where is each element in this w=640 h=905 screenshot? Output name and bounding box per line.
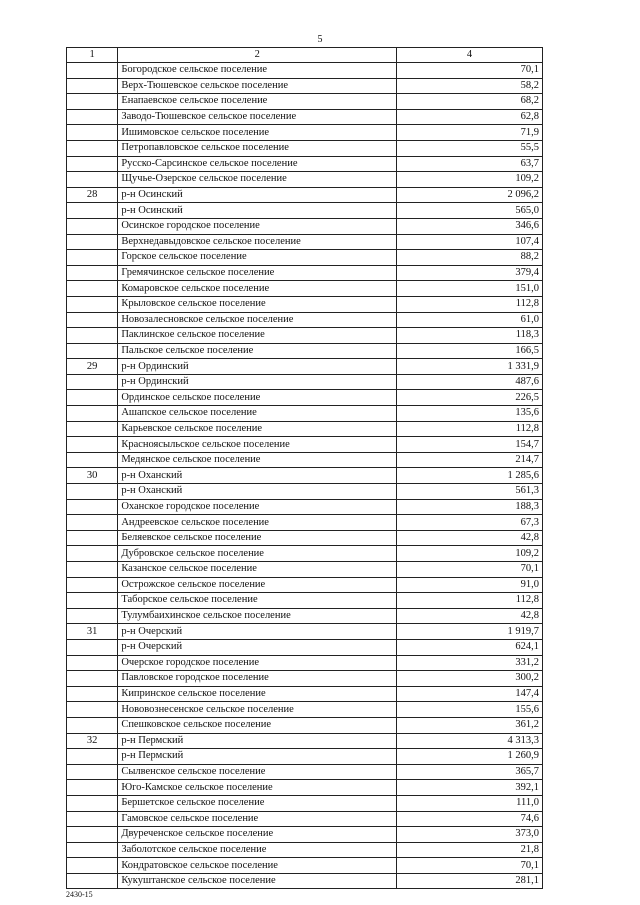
row-name-cell: Беляевское сельское поселение [118, 530, 397, 546]
table-row [67, 686, 543, 702]
row-number-cell [67, 437, 118, 453]
table-row [67, 390, 543, 406]
row-name-cell: Комаровское сельское поселение [118, 281, 397, 297]
row-name-cell: Заводо-Тюшевское сельское поселение [118, 109, 397, 125]
row-number-cell [67, 873, 118, 889]
row-number-cell [67, 140, 118, 156]
row-number-cell: 31 [67, 624, 118, 640]
row-number-cell [67, 125, 118, 141]
row-value-cell: 281,1 [397, 873, 543, 889]
row-name-cell: Карьевское сельское поселение [118, 421, 397, 437]
row-value-cell: 42,8 [397, 608, 543, 624]
row-number-cell [67, 250, 118, 266]
row-number-cell [67, 515, 118, 531]
table-row [67, 406, 543, 422]
row-number-cell [67, 842, 118, 858]
row-name-cell: р-н Пермский [118, 749, 397, 765]
row-value-cell: 392,1 [397, 780, 543, 796]
row-value-cell: 118,3 [397, 328, 543, 344]
table-row [67, 499, 543, 515]
row-value-cell: 147,4 [397, 686, 543, 702]
row-value-cell: 565,0 [397, 203, 543, 219]
table-row [67, 577, 543, 593]
row-value-cell: 373,0 [397, 827, 543, 843]
table-row [67, 811, 543, 827]
row-value-cell: 63,7 [397, 156, 543, 172]
row-name-cell: Щучье-Озерское сельское поселение [118, 172, 397, 188]
row-name-cell: Осинское городское поселение [118, 218, 397, 234]
row-number-cell [67, 608, 118, 624]
header-col-2: 2 [118, 48, 397, 63]
row-number-cell [67, 328, 118, 344]
table-row [67, 234, 543, 250]
table-row [67, 250, 543, 266]
row-name-cell: Очерское городское поселение [118, 655, 397, 671]
row-value-cell: 365,7 [397, 764, 543, 780]
row-name-cell: Павловское городское поселение [118, 671, 397, 687]
row-value-cell: 88,2 [397, 250, 543, 266]
row-name-cell: Юго-Камское сельское поселение [118, 780, 397, 796]
row-name-cell: Заболотское сельское поселение [118, 842, 397, 858]
table-row [67, 452, 543, 468]
row-value-cell: 624,1 [397, 639, 543, 655]
row-value-cell: 111,0 [397, 795, 543, 811]
row-number-cell [67, 203, 118, 219]
row-name-cell: р-н Очерский [118, 639, 397, 655]
table-row [67, 655, 543, 671]
table-row [67, 218, 543, 234]
row-value-cell: 68,2 [397, 94, 543, 110]
row-value-cell: 71,9 [397, 125, 543, 141]
row-number-cell [67, 858, 118, 874]
table-row [67, 203, 543, 219]
table-row [67, 109, 543, 125]
row-number-cell: 32 [67, 733, 118, 749]
row-name-cell: Ашапское сельское поселение [118, 406, 397, 422]
table-row [67, 78, 543, 94]
row-number-cell [67, 296, 118, 312]
table-row [67, 749, 543, 765]
row-value-cell: 379,4 [397, 265, 543, 281]
table-row [67, 312, 543, 328]
row-number-cell [67, 499, 118, 515]
row-value-cell: 70,1 [397, 562, 543, 578]
row-number-cell [67, 593, 118, 609]
row-name-cell: Верх-Тюшевское сельское поселение [118, 78, 397, 94]
row-number-cell [67, 421, 118, 437]
row-number-cell [67, 764, 118, 780]
table-row [67, 842, 543, 858]
row-name-cell: Гремячинское сельское поселение [118, 265, 397, 281]
row-name-cell: Енапаевское сельское поселение [118, 94, 397, 110]
row-value-cell: 155,6 [397, 702, 543, 718]
row-number-cell [67, 406, 118, 422]
budget-table [66, 47, 543, 889]
page-number: 5 [317, 34, 323, 45]
row-name-cell: Красноясыльское сельское поселение [118, 437, 397, 453]
table-row [67, 764, 543, 780]
row-name-cell: р-н Пермский [118, 733, 397, 749]
row-value-cell: 331,2 [397, 655, 543, 671]
row-name-cell: Нововознесенское сельское поселение [118, 702, 397, 718]
table-row [67, 265, 543, 281]
row-name-cell: Новозалесновское сельское поселение [118, 312, 397, 328]
row-name-cell: Крыловское сельское поселение [118, 296, 397, 312]
row-number-cell [67, 109, 118, 125]
table-row [67, 702, 543, 718]
row-number-cell [67, 265, 118, 281]
row-value-cell: 226,5 [397, 390, 543, 406]
table-row [67, 468, 543, 484]
table-row [67, 156, 543, 172]
table-row [67, 140, 543, 156]
table-row [67, 437, 543, 453]
table-row [67, 624, 543, 640]
row-value-cell: 361,2 [397, 717, 543, 733]
table-row [67, 827, 543, 843]
row-name-cell: Сылвенское сельское поселение [118, 764, 397, 780]
row-number-cell [67, 312, 118, 328]
row-number-cell [67, 530, 118, 546]
row-value-cell: 67,3 [397, 515, 543, 531]
row-name-cell: р-н Ординский [118, 359, 397, 375]
row-name-cell: Кукуштанское сельское поселение [118, 873, 397, 889]
row-name-cell: Русско-Сарсинское сельское поселение [118, 156, 397, 172]
table-row [67, 780, 543, 796]
row-value-cell: 135,6 [397, 406, 543, 422]
row-number-cell [67, 639, 118, 655]
row-number-cell [67, 156, 118, 172]
row-number-cell: 28 [67, 187, 118, 203]
row-name-cell: Тулумбаихинское сельское поселение [118, 608, 397, 624]
row-name-cell: Кипринское сельское поселение [118, 686, 397, 702]
row-name-cell: Богородское сельское поселение [118, 63, 397, 79]
row-name-cell: Петропавловское сельское поселение [118, 140, 397, 156]
row-value-cell: 74,6 [397, 811, 543, 827]
row-number-cell [67, 63, 118, 79]
row-number-cell [67, 374, 118, 390]
row-value-cell: 300,2 [397, 671, 543, 687]
row-name-cell: Двуреченское сельское поселение [118, 827, 397, 843]
row-value-cell: 21,8 [397, 842, 543, 858]
row-name-cell: р-н Оханский [118, 484, 397, 500]
table-row [67, 562, 543, 578]
row-name-cell: р-н Оханский [118, 468, 397, 484]
row-value-cell: 214,7 [397, 452, 543, 468]
table-row [67, 374, 543, 390]
row-value-cell: 109,2 [397, 546, 543, 562]
row-name-cell: Гамовское сельское поселение [118, 811, 397, 827]
row-value-cell: 154,7 [397, 437, 543, 453]
header-col-4: 4 [397, 48, 543, 63]
row-name-cell: Паклинское сельское поселение [118, 328, 397, 344]
table-row [67, 515, 543, 531]
row-name-cell: Спешковское сельское поселение [118, 717, 397, 733]
table-row [67, 593, 543, 609]
row-value-cell: 4 313,3 [397, 733, 543, 749]
table-row [67, 281, 543, 297]
row-number-cell [67, 671, 118, 687]
row-number-cell [67, 172, 118, 188]
row-name-cell: Таборское сельское поселение [118, 593, 397, 609]
row-value-cell: 561,3 [397, 484, 543, 500]
row-value-cell: 151,0 [397, 281, 543, 297]
row-number-cell [67, 281, 118, 297]
table-row [67, 63, 543, 79]
row-number-cell [67, 780, 118, 796]
row-value-cell: 188,3 [397, 499, 543, 515]
row-name-cell: р-н Ординский [118, 374, 397, 390]
row-number-cell [67, 234, 118, 250]
row-name-cell: Ишимовское сельское поселение [118, 125, 397, 141]
row-number-cell [67, 78, 118, 94]
header-col-1: 1 [67, 48, 118, 63]
table-row [67, 343, 543, 359]
row-name-cell: Кондратовское сельское поселение [118, 858, 397, 874]
row-name-cell: Горское сельское поселение [118, 250, 397, 266]
row-value-cell: 112,8 [397, 296, 543, 312]
table-row [67, 484, 543, 500]
row-number-cell [67, 655, 118, 671]
row-name-cell: Андреевское сельское поселение [118, 515, 397, 531]
row-number-cell [67, 94, 118, 110]
row-number-cell [67, 811, 118, 827]
row-name-cell: р-н Осинский [118, 187, 397, 203]
row-value-cell: 70,1 [397, 858, 543, 874]
row-name-cell: р-н Очерский [118, 624, 397, 640]
row-name-cell: Бершетское сельское поселение [118, 795, 397, 811]
row-name-cell: Оханское городское поселение [118, 499, 397, 515]
row-name-cell: Верхнедавыдовское сельское поселение [118, 234, 397, 250]
row-value-cell: 42,8 [397, 530, 543, 546]
row-value-cell: 62,8 [397, 109, 543, 125]
table-body [67, 48, 543, 889]
row-number-cell: 30 [67, 468, 118, 484]
row-number-cell [67, 546, 118, 562]
row-name-cell: Медянское сельское поселение [118, 452, 397, 468]
row-number-cell [67, 343, 118, 359]
row-number-cell [67, 218, 118, 234]
row-value-cell: 55,5 [397, 140, 543, 156]
row-value-cell: 109,2 [397, 172, 543, 188]
table-row [67, 328, 543, 344]
row-number-cell [67, 484, 118, 500]
row-number-cell [67, 827, 118, 843]
table-row [67, 125, 543, 141]
table-row [67, 858, 543, 874]
row-value-cell: 107,4 [397, 234, 543, 250]
table-row [67, 639, 543, 655]
table-row [67, 608, 543, 624]
row-number-cell [67, 562, 118, 578]
row-number-cell [67, 577, 118, 593]
table-row [67, 733, 543, 749]
table-row [67, 421, 543, 437]
row-number-cell [67, 686, 118, 702]
table-row [67, 172, 543, 188]
table-row [67, 717, 543, 733]
row-name-cell: р-н Осинский [118, 203, 397, 219]
row-value-cell: 346,6 [397, 218, 543, 234]
table-row [67, 187, 543, 203]
table-row [67, 795, 543, 811]
row-name-cell: Дубровское сельское поселение [118, 546, 397, 562]
row-name-cell: Казанское сельское поселение [118, 562, 397, 578]
row-value-cell: 2 096,2 [397, 187, 543, 203]
table-row [67, 671, 543, 687]
table-row [67, 530, 543, 546]
row-value-cell: 91,0 [397, 577, 543, 593]
row-value-cell: 1 919,7 [397, 624, 543, 640]
row-name-cell: Острожское сельское поселение [118, 577, 397, 593]
row-value-cell: 1 331,9 [397, 359, 543, 375]
row-value-cell: 112,8 [397, 593, 543, 609]
row-value-cell: 1 260,9 [397, 749, 543, 765]
row-value-cell: 61,0 [397, 312, 543, 328]
row-number-cell [67, 749, 118, 765]
row-value-cell: 487,6 [397, 374, 543, 390]
row-number-cell [67, 717, 118, 733]
table-row [67, 94, 543, 110]
table-header-row [67, 48, 543, 63]
document-code: 2430-15 [66, 890, 93, 899]
row-number-cell [67, 390, 118, 406]
row-name-cell: Пальское сельское поселение [118, 343, 397, 359]
row-value-cell: 70,1 [397, 63, 543, 79]
row-number-cell [67, 452, 118, 468]
row-value-cell: 1 285,6 [397, 468, 543, 484]
table-row [67, 873, 543, 889]
row-value-cell: 58,2 [397, 78, 543, 94]
row-value-cell: 166,5 [397, 343, 543, 359]
row-number-cell [67, 702, 118, 718]
row-number-cell: 29 [67, 359, 118, 375]
table-row [67, 359, 543, 375]
row-number-cell [67, 795, 118, 811]
table-row [67, 296, 543, 312]
table-row [67, 546, 543, 562]
row-name-cell: Ординское сельское поселение [118, 390, 397, 406]
row-value-cell: 112,8 [397, 421, 543, 437]
